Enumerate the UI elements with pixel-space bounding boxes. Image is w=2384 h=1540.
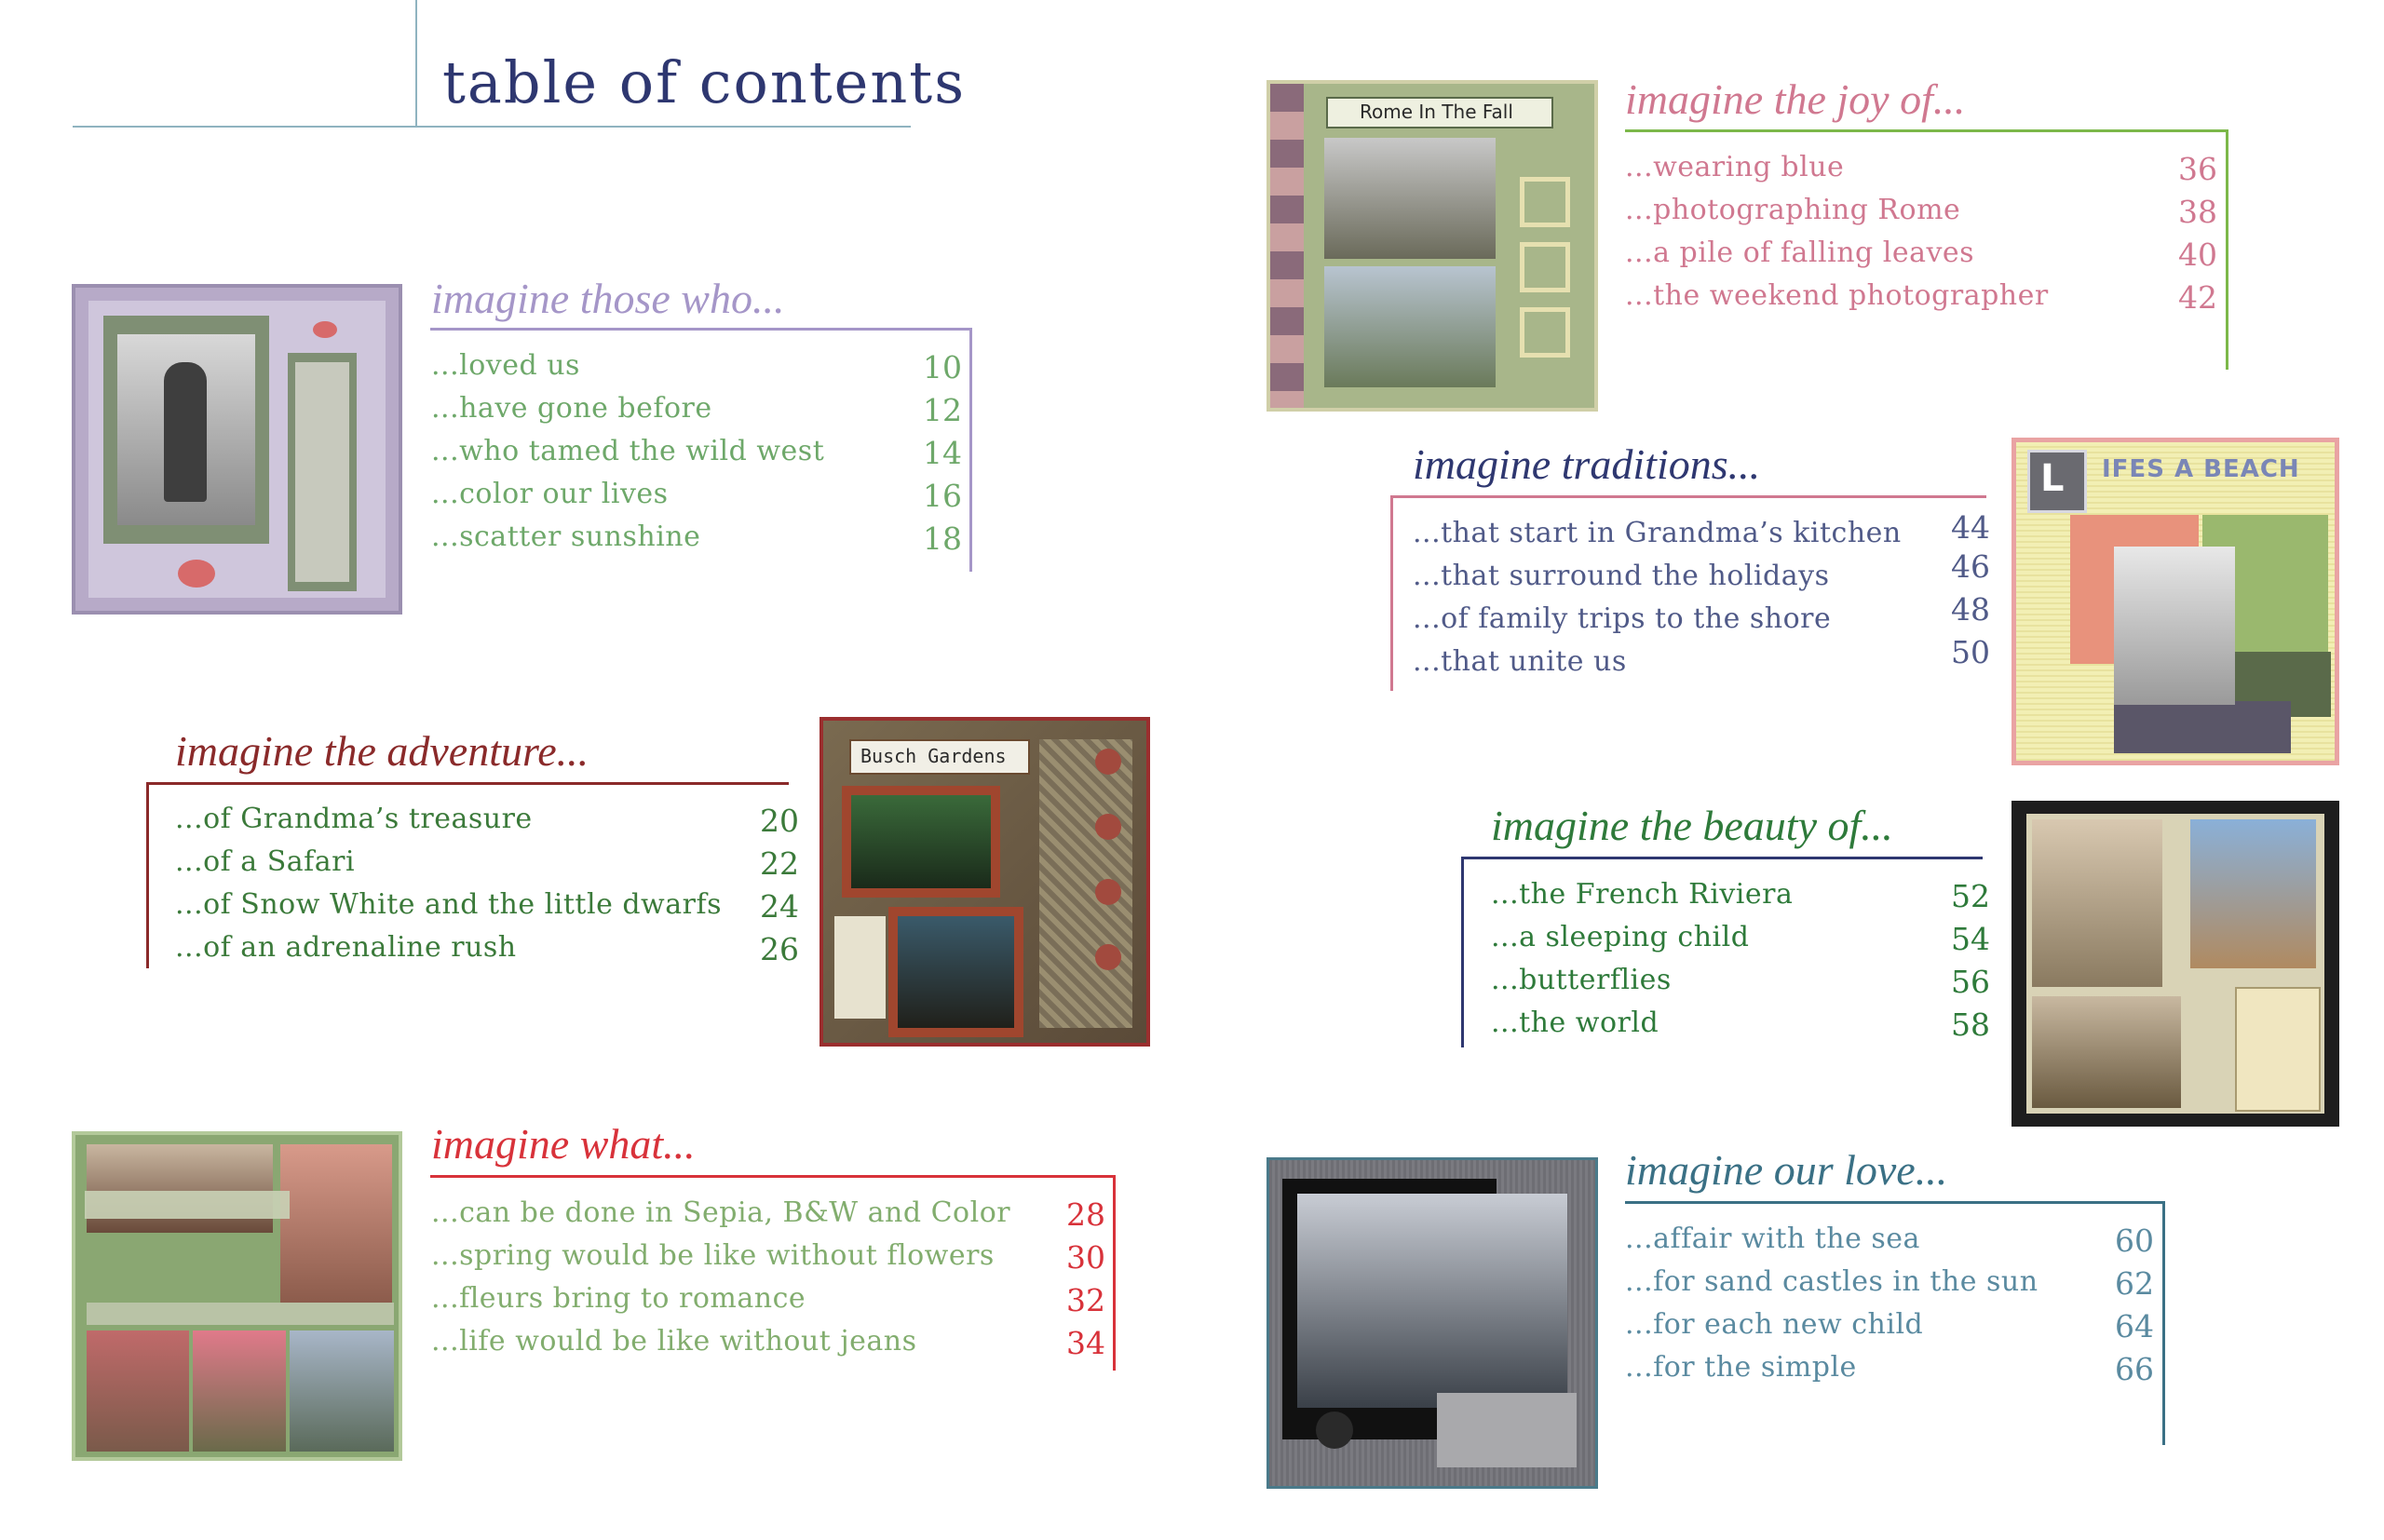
page-number: 48: [1951, 591, 1990, 628]
page-number: 58: [1951, 1006, 1990, 1043]
toc-entry[interactable]: ...of family trips to the shore: [1413, 602, 1832, 635]
section-list-joy: [1625, 151, 2217, 328]
toc-entry[interactable]: ...of an adrenaline rush: [175, 931, 517, 964]
section-list-adventure: [175, 803, 799, 979]
page-number: 20: [760, 803, 799, 839]
page-number: 18: [923, 520, 962, 557]
thumbnail-letter-beach: L: [2040, 457, 2065, 500]
toc-entry[interactable]: ...of a Safari: [175, 845, 356, 878]
section-heading-joy: imagine the joy of...: [1625, 75, 1966, 123]
title-divider-horizontal: [73, 126, 911, 128]
page-number: 10: [923, 349, 962, 385]
toc-entry[interactable]: ...who tamed the wild west: [431, 435, 825, 467]
page-number: 64: [2115, 1308, 2154, 1344]
page-number: 14: [923, 435, 962, 471]
toc-entry[interactable]: ...for each new child: [1625, 1308, 1924, 1341]
section-heading-adventure: imagine the adventure...: [175, 727, 589, 775]
section-list-what: [431, 1196, 1105, 1373]
page-number: 38: [2178, 194, 2217, 230]
thumbnail-french-riviera[interactable]: [2012, 801, 2339, 1127]
toc-entry[interactable]: ...a sleeping child: [1491, 921, 1750, 953]
page-number: 36: [2178, 151, 2217, 187]
page-number: 28: [1066, 1196, 1105, 1233]
section-heading-those-who: imagine those who...: [431, 275, 785, 322]
toc-entry[interactable]: ...the French Riviera: [1491, 878, 1794, 911]
page-number: 54: [1951, 921, 1990, 957]
section-list-those-who: [431, 349, 962, 573]
page-number: 62: [2115, 1265, 2154, 1302]
section-heading-beauty: imagine the beauty of...: [1491, 802, 1893, 849]
toc-entry[interactable]: ...scatter sunshine: [431, 520, 701, 553]
page-number: 30: [1066, 1239, 1105, 1276]
toc-entry[interactable]: ...of Grandma’s treasure: [175, 803, 533, 835]
toc-entry[interactable]: ...that surround the holidays: [1413, 560, 1830, 592]
page-number: 52: [1951, 878, 1990, 914]
page-number: 40: [2178, 236, 2217, 273]
thumbnail-flowers-street[interactable]: [72, 1131, 402, 1461]
toc-entry[interactable]: ...loved us: [431, 349, 580, 382]
page-number: 60: [2115, 1223, 2154, 1259]
page-number: 24: [760, 888, 799, 925]
thumbnail-vintage-portrait[interactable]: [72, 284, 402, 615]
toc-entry[interactable]: ...butterflies: [1491, 964, 1672, 996]
page-number: 46: [1951, 548, 1990, 585]
title-divider-vertical: [415, 0, 417, 128]
page-number: 44: [1951, 509, 1990, 546]
toc-entry[interactable]: ...have gone before: [431, 392, 712, 425]
toc-entry[interactable]: ...wearing blue: [1625, 151, 1845, 183]
thumbnail-marina[interactable]: [1266, 1157, 1598, 1489]
section-list-love: [1625, 1223, 2154, 1399]
toc-entry[interactable]: ...spring would be like without flowers: [431, 1239, 995, 1272]
section-heading-traditions: imagine traditions...: [1413, 440, 1761, 488]
page-number: 56: [1951, 964, 1990, 1000]
page-number: 34: [1066, 1325, 1105, 1361]
toc-entry[interactable]: ...life would be like without jeans: [431, 1325, 917, 1358]
section-heading-love: imagine our love...: [1625, 1146, 1948, 1194]
toc-entry[interactable]: ...fleurs bring to romance: [431, 1282, 806, 1315]
page-title: table of contents: [442, 48, 967, 116]
thumbnail-busch-gardens[interactable]: [820, 717, 1150, 1047]
toc-entry[interactable]: ...a pile of falling leaves: [1625, 236, 1975, 269]
page-number: 42: [2178, 279, 2217, 316]
toc-entry[interactable]: ...for sand castles in the sun: [1625, 1265, 2039, 1298]
toc-entry[interactable]: ...the weekend photographer: [1625, 279, 2049, 312]
page-number: 22: [760, 845, 799, 882]
toc-entry[interactable]: ...color our lives: [431, 478, 669, 510]
thumbnail-lifes-a-beach[interactable]: [2012, 438, 2339, 765]
page-number: 66: [2115, 1351, 2154, 1387]
section-list-beauty: [1491, 878, 1990, 1055]
toc-entry[interactable]: ...that unite us: [1413, 645, 1627, 678]
toc-entry[interactable]: ...affair with the sea: [1625, 1223, 1920, 1255]
thumbnail-caption-beach: IFES A BEACH: [2102, 455, 2300, 483]
page-number: 32: [1066, 1282, 1105, 1318]
page-number: 16: [923, 478, 962, 514]
toc-entry[interactable]: ...for the simple: [1625, 1351, 1857, 1384]
toc-entry[interactable]: ...the world: [1491, 1006, 1659, 1039]
page-number: 12: [923, 392, 962, 428]
thumbnail-rome-in-the-fall[interactable]: [1266, 80, 1598, 412]
page-number: 50: [1951, 634, 1990, 670]
toc-entry[interactable]: ...of Snow White and the little dwarfs: [175, 888, 722, 921]
section-heading-what: imagine what...: [431, 1120, 696, 1168]
thumbnail-caption-rome: Rome In The Fall: [1360, 101, 1513, 123]
page-number: 26: [760, 931, 799, 967]
toc-entry[interactable]: ...can be done in Sepia, B&W and Color: [431, 1196, 1011, 1229]
toc-entry[interactable]: ...that start in Grandma’s kitchen: [1413, 517, 1902, 549]
thumbnail-caption-busch: Busch Gardens: [860, 745, 1007, 767]
toc-entry[interactable]: ...photographing Rome: [1625, 194, 1961, 226]
section-list-traditions: [1413, 509, 1990, 694]
